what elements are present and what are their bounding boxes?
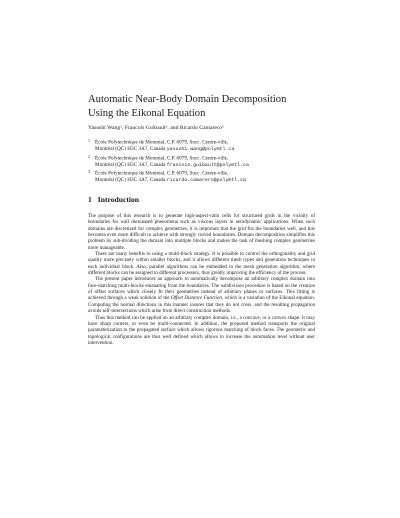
paragraph-3-text-b: , which is a variation of the Eikonal equation. Computing the normal directions in this manner insures that they do not cross, and the resulting propagation avoids self-intersections which arise from direct construction methods.	[88, 295, 315, 315]
title-line-1: Automatic Near-Body Domain Decomposition	[88, 94, 287, 105]
affiliation-email[interactable]: francois.guibault@polymtl.ca	[166, 162, 249, 168]
author-list: Yasushi Wang¹, Francois Guibault², and Ricardo Camarero³	[88, 125, 224, 131]
affiliation-marker: 2	[88, 153, 90, 159]
affiliation-city: Montréal (QC) H3C 3A7, Canada	[95, 177, 167, 184]
body-text	[88, 213, 315, 346]
paragraph-3-text-a: The present paper introduces an approach to automatically decompose an arbitrary complex domain into face-matching multi-blocks emanating from the boundaries. The subdivision procedure is based on the creation of offset surfaces which closely fit their geometries instead of arbitrary planes or surfaces. This fitting is achieved through a weak solution of the	[88, 276, 315, 302]
affiliations	[88, 138, 249, 185]
affiliation-2	[88, 154, 249, 170]
affiliation-email[interactable]: yasushi.wang@polymtl.ca	[166, 147, 235, 153]
affiliation-email[interactable]: ricardo.camarero@polymtl.ca	[166, 178, 246, 184]
title-line-2: Using the Eikonal Equation	[88, 107, 206, 119]
section-title: Introduction	[97, 195, 140, 204]
section-number: 1	[88, 195, 92, 204]
affiliation-address: École Polytechnique de Montréal, C.P. 6079, Succ. Centre-ville,	[95, 170, 229, 177]
paper-title	[88, 93, 340, 120]
affiliation-address: École Polytechnique de Montréal, C.P. 6079, Succ. Centre-ville,	[95, 155, 229, 162]
offset-distance-function-term: Offset Distance Function	[170, 295, 222, 302]
affiliation-marker: 1	[88, 138, 90, 143]
section-heading	[88, 195, 139, 204]
affiliation-city: Montréal (QC) H3C 3A7, Canada	[95, 146, 167, 153]
paragraph-1: The purpose of this research is to generate high-aspect-ratio cells for structured grids in the vicinity of boundaries for wall dominated phenomena such as viscous layers in aerodynamic applications. When such domains are discretized for complex geometries, it is important that the grid fits the boundaries well, and this becomes even more difficult to achieve with strongly curved boundaries. Domain decomposition simplifies this problem by sub-dividing the domain into multiple blocks and makes the task of meshing complex geometries more manageable.	[88, 213, 315, 251]
paragraph-2: There are many benefits to using a multi-block strategy. It is possible to control the orthogonality and grid quality more precisely within smaller blocks, and it allows different mesh types and generation techniques in each individual block. Also, parallel algorithms can be embedded in the mesh generation algorithm, where different blocks can be assigned to different processors, thus greatly improving the efficiency of the process.	[88, 251, 315, 277]
affiliation-1	[88, 138, 249, 154]
affiliation-marker: 3	[88, 169, 90, 175]
affiliation-3	[88, 169, 249, 185]
paragraph-4: Thus this method can be applied on an arbitrary complex domain, i.e., a concave, or a convex shape. It may have sharp corners, or even be multi-connected. In addition, the proposed method transports the original parameterization to the propagated surface which allows rigorous matching of block faces. The geometric and topological configurations are thus well defined which allows to increase the automation level without user intervention.	[88, 314, 315, 346]
paragraph-3	[88, 276, 315, 314]
affiliation-city: Montréal (QC) H3C 3A7, Canada	[95, 161, 167, 168]
affiliation-address: École Polytechnique de Montréal, C.P. 6079, Succ. Centre-ville,	[95, 139, 229, 146]
